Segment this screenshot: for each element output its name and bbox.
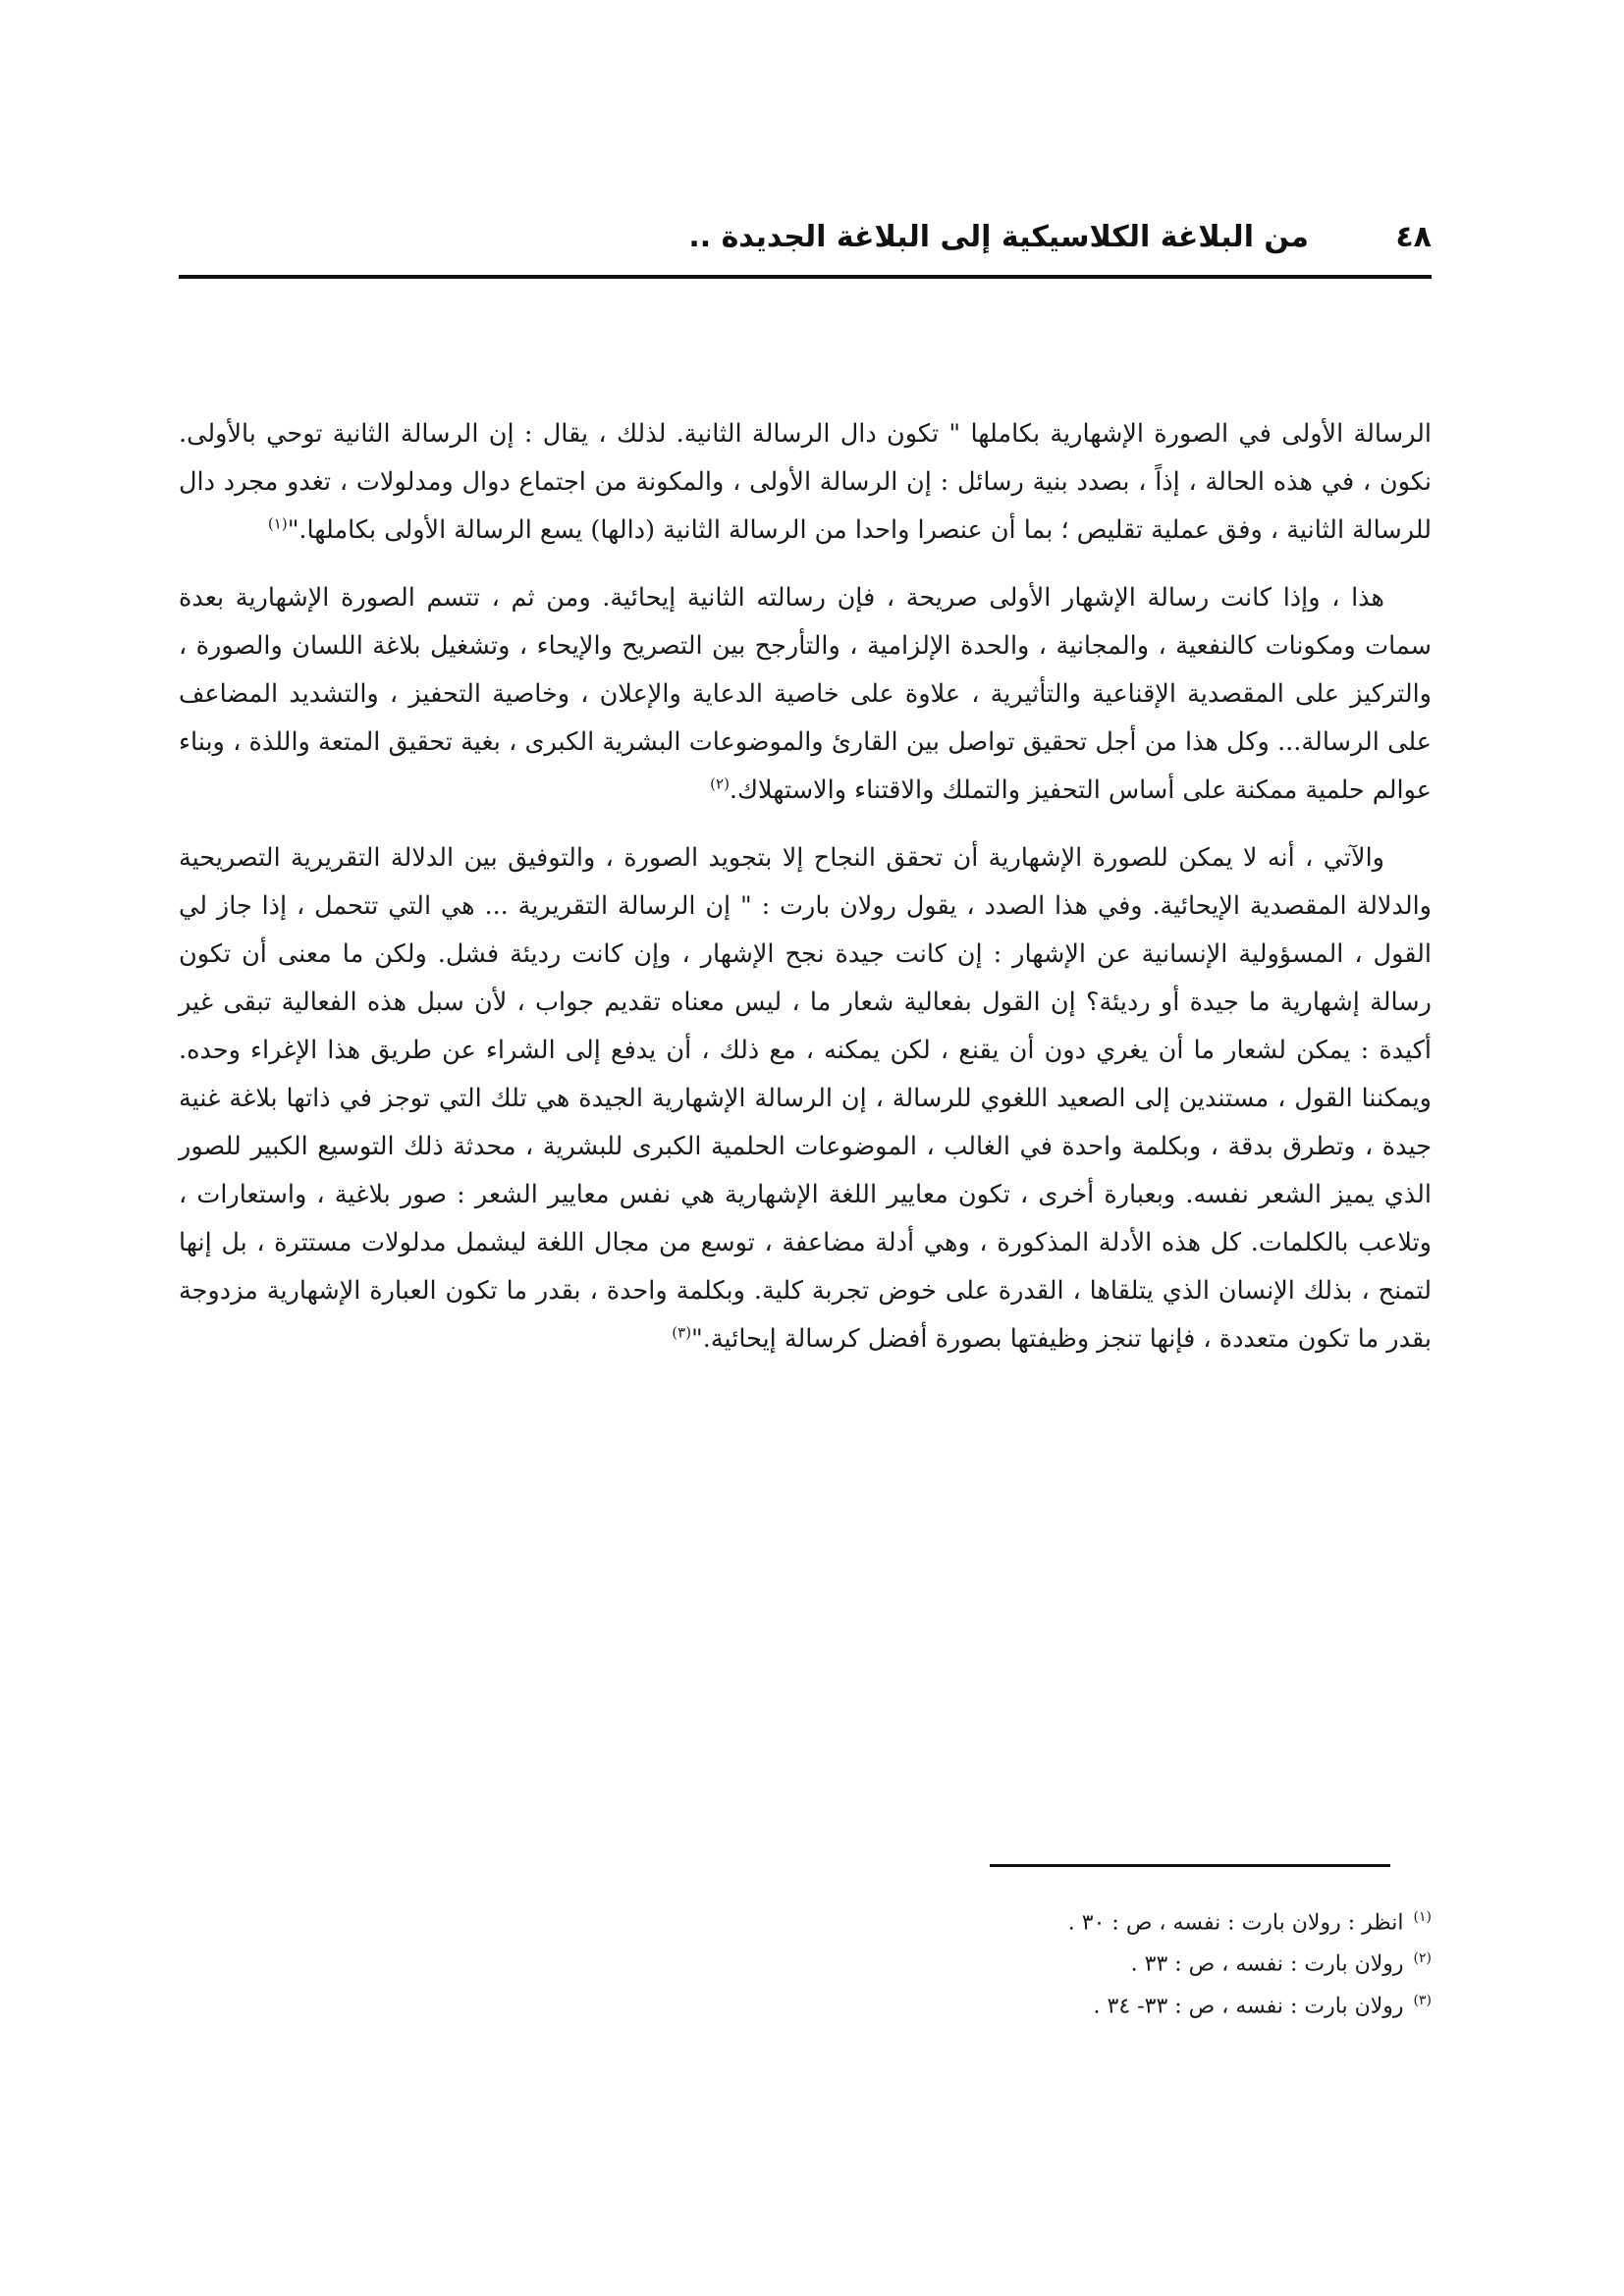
paragraph-1	[179, 410, 1432, 555]
footnote-text-3: رولان بارت : نفسه ، ص : ٣٣- ٣٤ .	[1093, 1993, 1404, 2018]
paragraph-2-tail	[710, 775, 1101, 805]
page-number: ٤٨	[1395, 220, 1432, 254]
paragraph-3-tail-text: بصورة أفضل كرسالة إيحائية."	[691, 1324, 1002, 1354]
footnote-marker-2: (٢)	[1413, 1950, 1432, 1967]
footnote-divider	[990, 1864, 1390, 1867]
footnote-text-1: انظر : رولان بارت : نفسه ، ص : ٣٠ .	[1067, 1910, 1404, 1936]
body-text	[179, 410, 1432, 1383]
paragraph-1-tail	[268, 515, 721, 545]
footnote-1	[491, 1899, 1432, 1941]
paragraph-3-tail	[672, 1324, 1001, 1354]
paragraph-2	[179, 574, 1432, 815]
paragraph-3-text: والآتي ، أنه لا يمكن للصورة الإشهارية أن تحقق النجاح إلا بتجويد الصورة ، والتوفيق بين الدلالة التقريرية التصريحية والدلالة المقصدية الإيحائية. وفي هذا الصدد ، يقول رولان بارت : " إن الرسالة التقريرية ... هي التي تتحمل ، إذا جاز لي القول ، المسؤولية الإنسانية عن الإشهار : إن كانت جيدة نجح الإشهار ، وإن كانت رديئة فشل. ولكن ما معنى أن تكون رسالة إشهارية ما جيدة أو رديئة؟ إن القول بفعالية شعار ما ، ليس معناه تقديم جواب ، لأن سبل هذه الفعالية تبقى غير أكيدة : يمكن لشعار ما أن يغري دون أن يقنع ، لكن يمكنه ، مع ذلك ، أن يدفع إلى الشراء عن طريق هذا الإغراء وحده. ويمكننا القول ، مستندين إلى الصعيد اللغوي للرسالة ، إن الرسالة الإشهارية الجيدة هي تلك التي توجز في ذاتها بلاغة غنية جيدة ، وتطرق بدقة ، وبكلمة واحدة في الغالب ، الموضوعات الحلمية الكبرى للبشرية ، محدثة ذلك التوسيع الكبير للصور الذي يميز الشعر نفسه. وبعبارة أخرى ، تكون معايير اللغة الإشهارية هي نفس معايير الشعر : صور بلاغية ، واستعارات ، وتلاعب بالكلمات. كل هذه الأدلة المذكورة ، وهي أدلة مضاعفة ، توسع من مجال اللغة ليشمل مدلولات مستترة ، بل إنها لتمنح ، بذلك الإنسان الذي يتلقاها ، القدرة على خوض تجربة كلية. وبكلمة واحدة ، بقدر ما تكون العبارة الإشهارية مزدوجة بقدر ما تكون متعددة ، فإنها تنجز وظيفتها	[179, 843, 1432, 1354]
paragraph-3	[179, 834, 1432, 1363]
footnote-ref-3[interactable]: (٣)	[672, 1323, 692, 1342]
footnote-marker-1: (١)	[1413, 1909, 1432, 1925]
footnote-text-2: رولان بارت : نفسه ، ص : ٣٣ .	[1130, 1951, 1404, 1977]
footnote-ref-2[interactable]: (٢)	[710, 774, 730, 793]
paragraph-2-text: هذا ، وإذا كانت رسالة الإشهار الأولى صريحة ، فإن رسالته الثانية إيحائية. ومن ثم ، تتسم الصورة الإشهارية بعدة سمات ومكونات كالنفعية ، والمجانية ، والحدة الإلزامية ، والتأرجح بين التصريح والإيحاء ، وتشغيل بلاغة اللسان والصورة ، والتركيز على المقصدية الإقناعية والتأثيرية ، علاوة على خاصية الدعاية والإعلان ، وخاصية التحفيز ، والتشديد المضاعف على الرسالة... وكل هذا من أجل تحقيق تواصل بين القارئ والموضوعات البشرية الكبرى ، بغية تحقيق المتعة واللذة ، وبناء عوالم حلمية ممكنة على أساس	[179, 583, 1432, 805]
paragraph-1-text: الرسالة الأولى في الصورة الإشهارية بكاملها " تكون دال الرسالة الثانية. لذلك ، يقال : إن الرسالة الثانية توحي بالأولى. نكون ، في هذه الحالة ، إذاً ، بصدد بنية رسائل : إن الرسالة الأولى ، والمكونة من اجتماع دوال ومدلولات ، تغدو مجرد دال للرسالة الثانية ، وفق عملية تقليص ؛ بما أن عنصرا واحدا من الرسالة	[179, 419, 1432, 545]
paragraph-1-tail-text: الثانية (دالها) يسع الرسالة الأولى بكاملها."	[287, 515, 721, 545]
running-title: من البلاغة الكلاسيكية إلى البلاغة الجديدة ..	[688, 220, 1309, 254]
footnote-2	[491, 1941, 1432, 1982]
footnote-ref-1[interactable]: (١)	[267, 514, 288, 533]
footnote-marker-3: (٣)	[1413, 1992, 1432, 2008]
running-header	[179, 214, 1432, 279]
footnotes	[491, 1899, 1432, 2024]
footnote-3	[491, 1983, 1432, 2024]
paragraph-2-tail-text: التحفيز والتملك والاقتناء والاستهلاك.	[729, 775, 1101, 805]
